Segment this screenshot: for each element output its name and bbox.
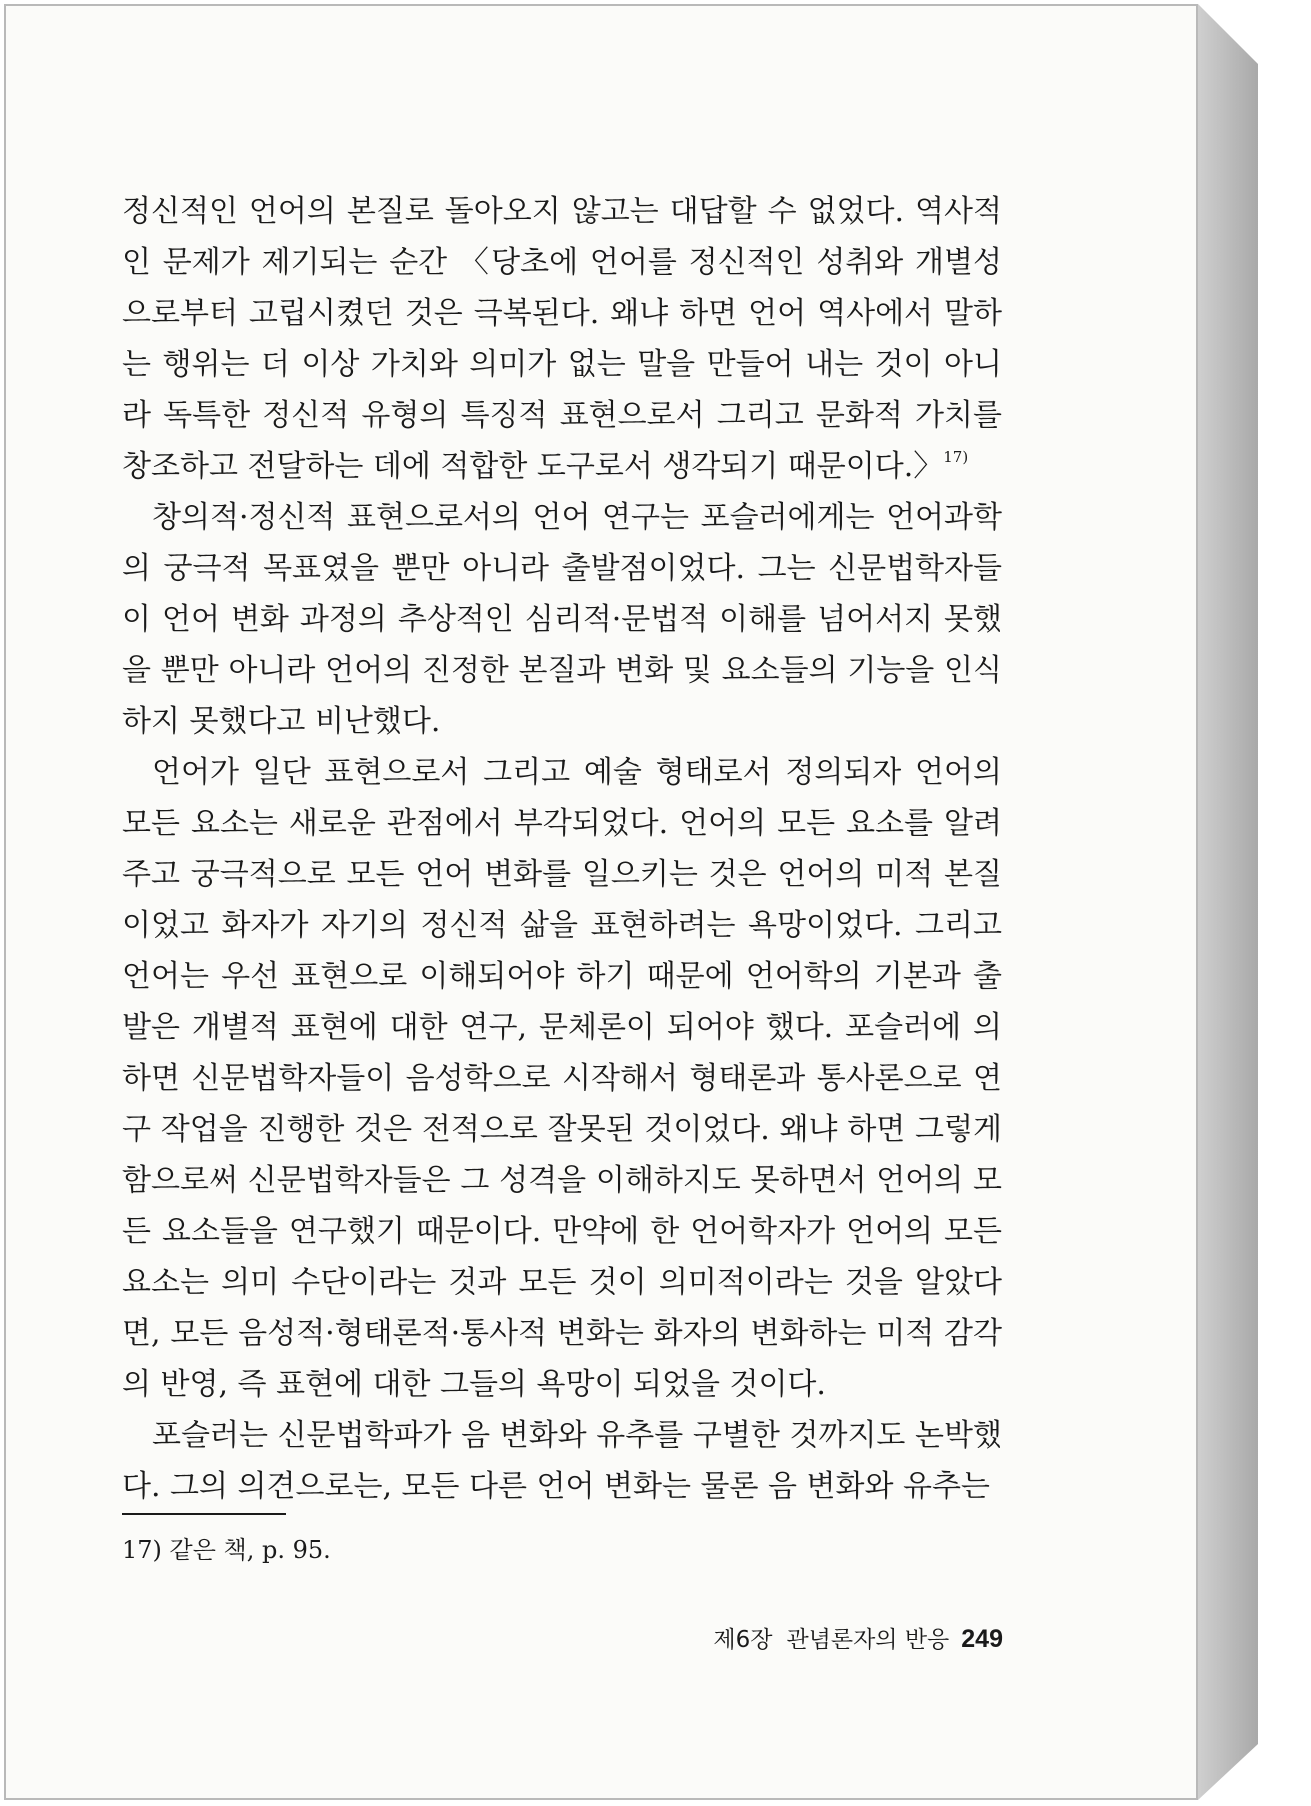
footnote-ref-17: 17)	[943, 448, 969, 466]
footnote-17: 17) 같은 책, p. 95.	[122, 1536, 331, 1564]
paragraph-4: 포슬러는 신문법학파가 음 변화와 유추를 구별한 것까지도 논박했다. 그의 의견으로는, 모든 다른 언어 변화는 물론 음 변화와 유추는	[122, 1418, 1002, 1504]
running-footer	[713, 1621, 1003, 1654]
paragraph-2: 창의적·정신적 표현으로서의 언어 연구는 포슬러에게는 언어과학의 궁극적 목표였을 뿐만 아니라 출발점이었다. 그는 신문법학자들이 언어 변화 과정의 추상적인 심리적·문법적 이해를 넘어서지 못했을 뿐만 아니라 언어의 진정한 본질과 변화 및 요소들의 기능을 인식하지 못했다고 비난했다.	[122, 500, 1002, 739]
paragraph-1	[122, 186, 1002, 492]
paragraph-3: 언어가 일단 표현으로서 그리고 예술 형태로서 정의되자 언어의 모든 요소는 새로운 관점에서 부각되었다. 언어의 모든 요소를 알려주고 궁극적으로 모든 언어 변화를 일으키는 것은 언어의 미적 본질이었고 화자가 자기의 정신적 삶을 표현하려는 욕망이었다. 그리고 언어는 우선 표현으로 이해되어야 하기 때문에 언어학의 기본과 출발은 개별적 표현에 대한 연구, 문체론이 되어야 했다. 포슬러에 의하면 신문법학자들이 음성학으로 시작해서 형태론과 통사론으로 연구 작업을 진행한 것은 전적으로 잘못된 것이었다. 왜냐 하면 그렇게 함으로써 신문법학자들은 그 성격을 이해하지도 못하면서 언어의 모든 요소들을 연구했기 때문이다. 만약에 한 언어학자가 언어의 모든 요소는 의미 수단이라는 것과 모든 것이 의미적이라는 것을 알았다면, 모든 음성적·형태론적·통사적 변화는 화자의 변화하는 미적 감각의 반영, 즉 표현에 대한 그들의 욕망이 되었을 것이다.	[122, 755, 1002, 1402]
paragraph-1-text: 정신적인 언어의 본질로 돌아오지 않고는 대답할 수 없었다. 역사적인 문제가 제기되는 순간 〈당초에 언어를 정신적인 성취와 개별성으로부터 고립시켰던 것은 극복된다. 왜냐 하면 언어 역사에서 말하는 행위는 더 이상 가치와 의미가 없는 말을 만들어 내는 것이 아니라 독특한 정신적 유형의 특징적 표현으로서 그리고 문화적 가치를 창조하고 전달하는 데에 적합한 도구로서 생각되기 때문이다.〉	[122, 194, 1002, 484]
footnote-divider	[122, 1513, 286, 1515]
body-text	[122, 186, 1002, 1512]
footer-chapter-title: 관념론자의 반응	[786, 1627, 950, 1653]
page-stack-edge	[1198, 4, 1258, 1800]
page-number: 249	[961, 1625, 1003, 1653]
footer-chapter: 제6장	[713, 1627, 773, 1653]
